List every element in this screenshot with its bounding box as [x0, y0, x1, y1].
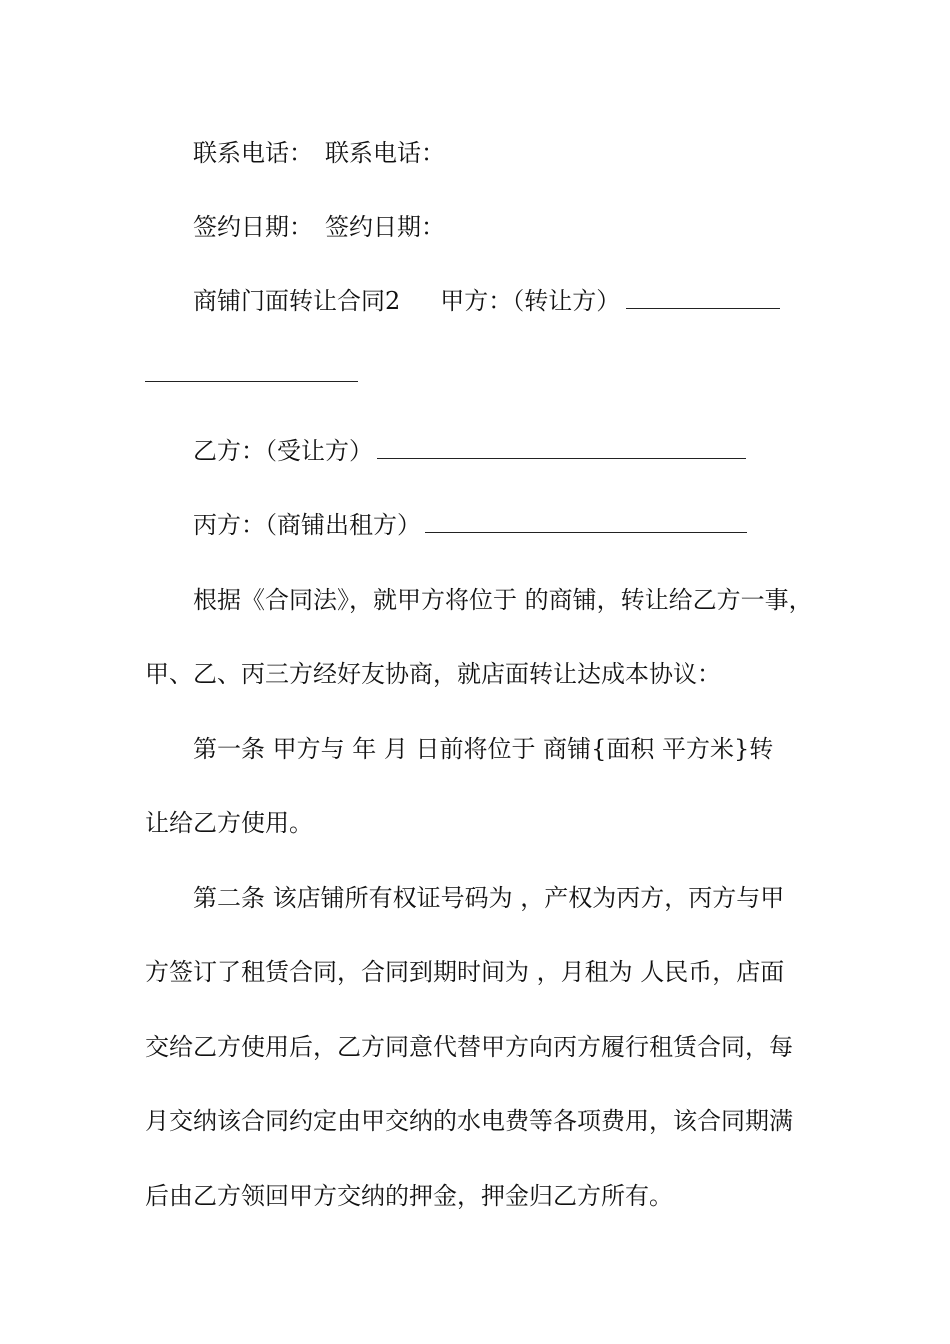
contact-phone-line — [193, 138, 445, 168]
intro-text-line: 甲、乙、丙三方经好友协商，就店面转让达成本协议： — [145, 660, 721, 688]
party-c-blank — [425, 510, 747, 533]
article-2-text-line: 后由乙方领回甲方交纳的押金，押金归乙方所有。 — [145, 1182, 673, 1210]
title-party-a-line — [193, 286, 780, 316]
party-b-label: 乙方：（受让方） — [193, 437, 373, 465]
article-1-text-line: 让给乙方使用。 — [145, 809, 313, 837]
party-c-line — [193, 510, 747, 540]
party-b-line — [193, 436, 746, 466]
intro-text-line: 根据《合同法》，就甲方将位于 的商铺，转让给乙方一事， — [193, 586, 813, 614]
contact-phone-label-b: 联系电话： — [325, 139, 445, 167]
party-a-label: 甲方：（转让方） — [440, 287, 621, 315]
sign-date-label-a: 签约日期： — [193, 213, 313, 241]
contract-title: 商铺门面转让合同2 — [193, 287, 401, 315]
contact-phone-label-a: 联系电话： — [193, 139, 313, 167]
party-a-blank-continued — [145, 381, 358, 382]
article-2-text-line: 方签订了租赁合同，合同到期时间为 ，月租为 人民币，店面 — [145, 958, 785, 986]
article-2-text-line: 第二条 该店铺所有权证号码为 ，产权为丙方，丙方与甲 — [193, 884, 785, 912]
party-a-blank — [626, 286, 780, 309]
article-2-text-line: 交给乙方使用后，乙方同意代替甲方向丙方履行租赁合同，每 — [145, 1033, 793, 1061]
sign-date-line — [193, 212, 445, 242]
article-1-text-line: 第一条 甲方与 年 月 日前将位于 商铺{面积 平方米}转 — [193, 735, 774, 763]
sign-date-label-b: 签约日期： — [325, 213, 445, 241]
party-b-blank — [377, 436, 746, 459]
article-2-text-line: 月交纳该合同约定由甲交纳的水电费等各项费用，该合同期满 — [145, 1107, 793, 1135]
party-c-label: 丙方：（商铺出租方） — [193, 511, 421, 539]
